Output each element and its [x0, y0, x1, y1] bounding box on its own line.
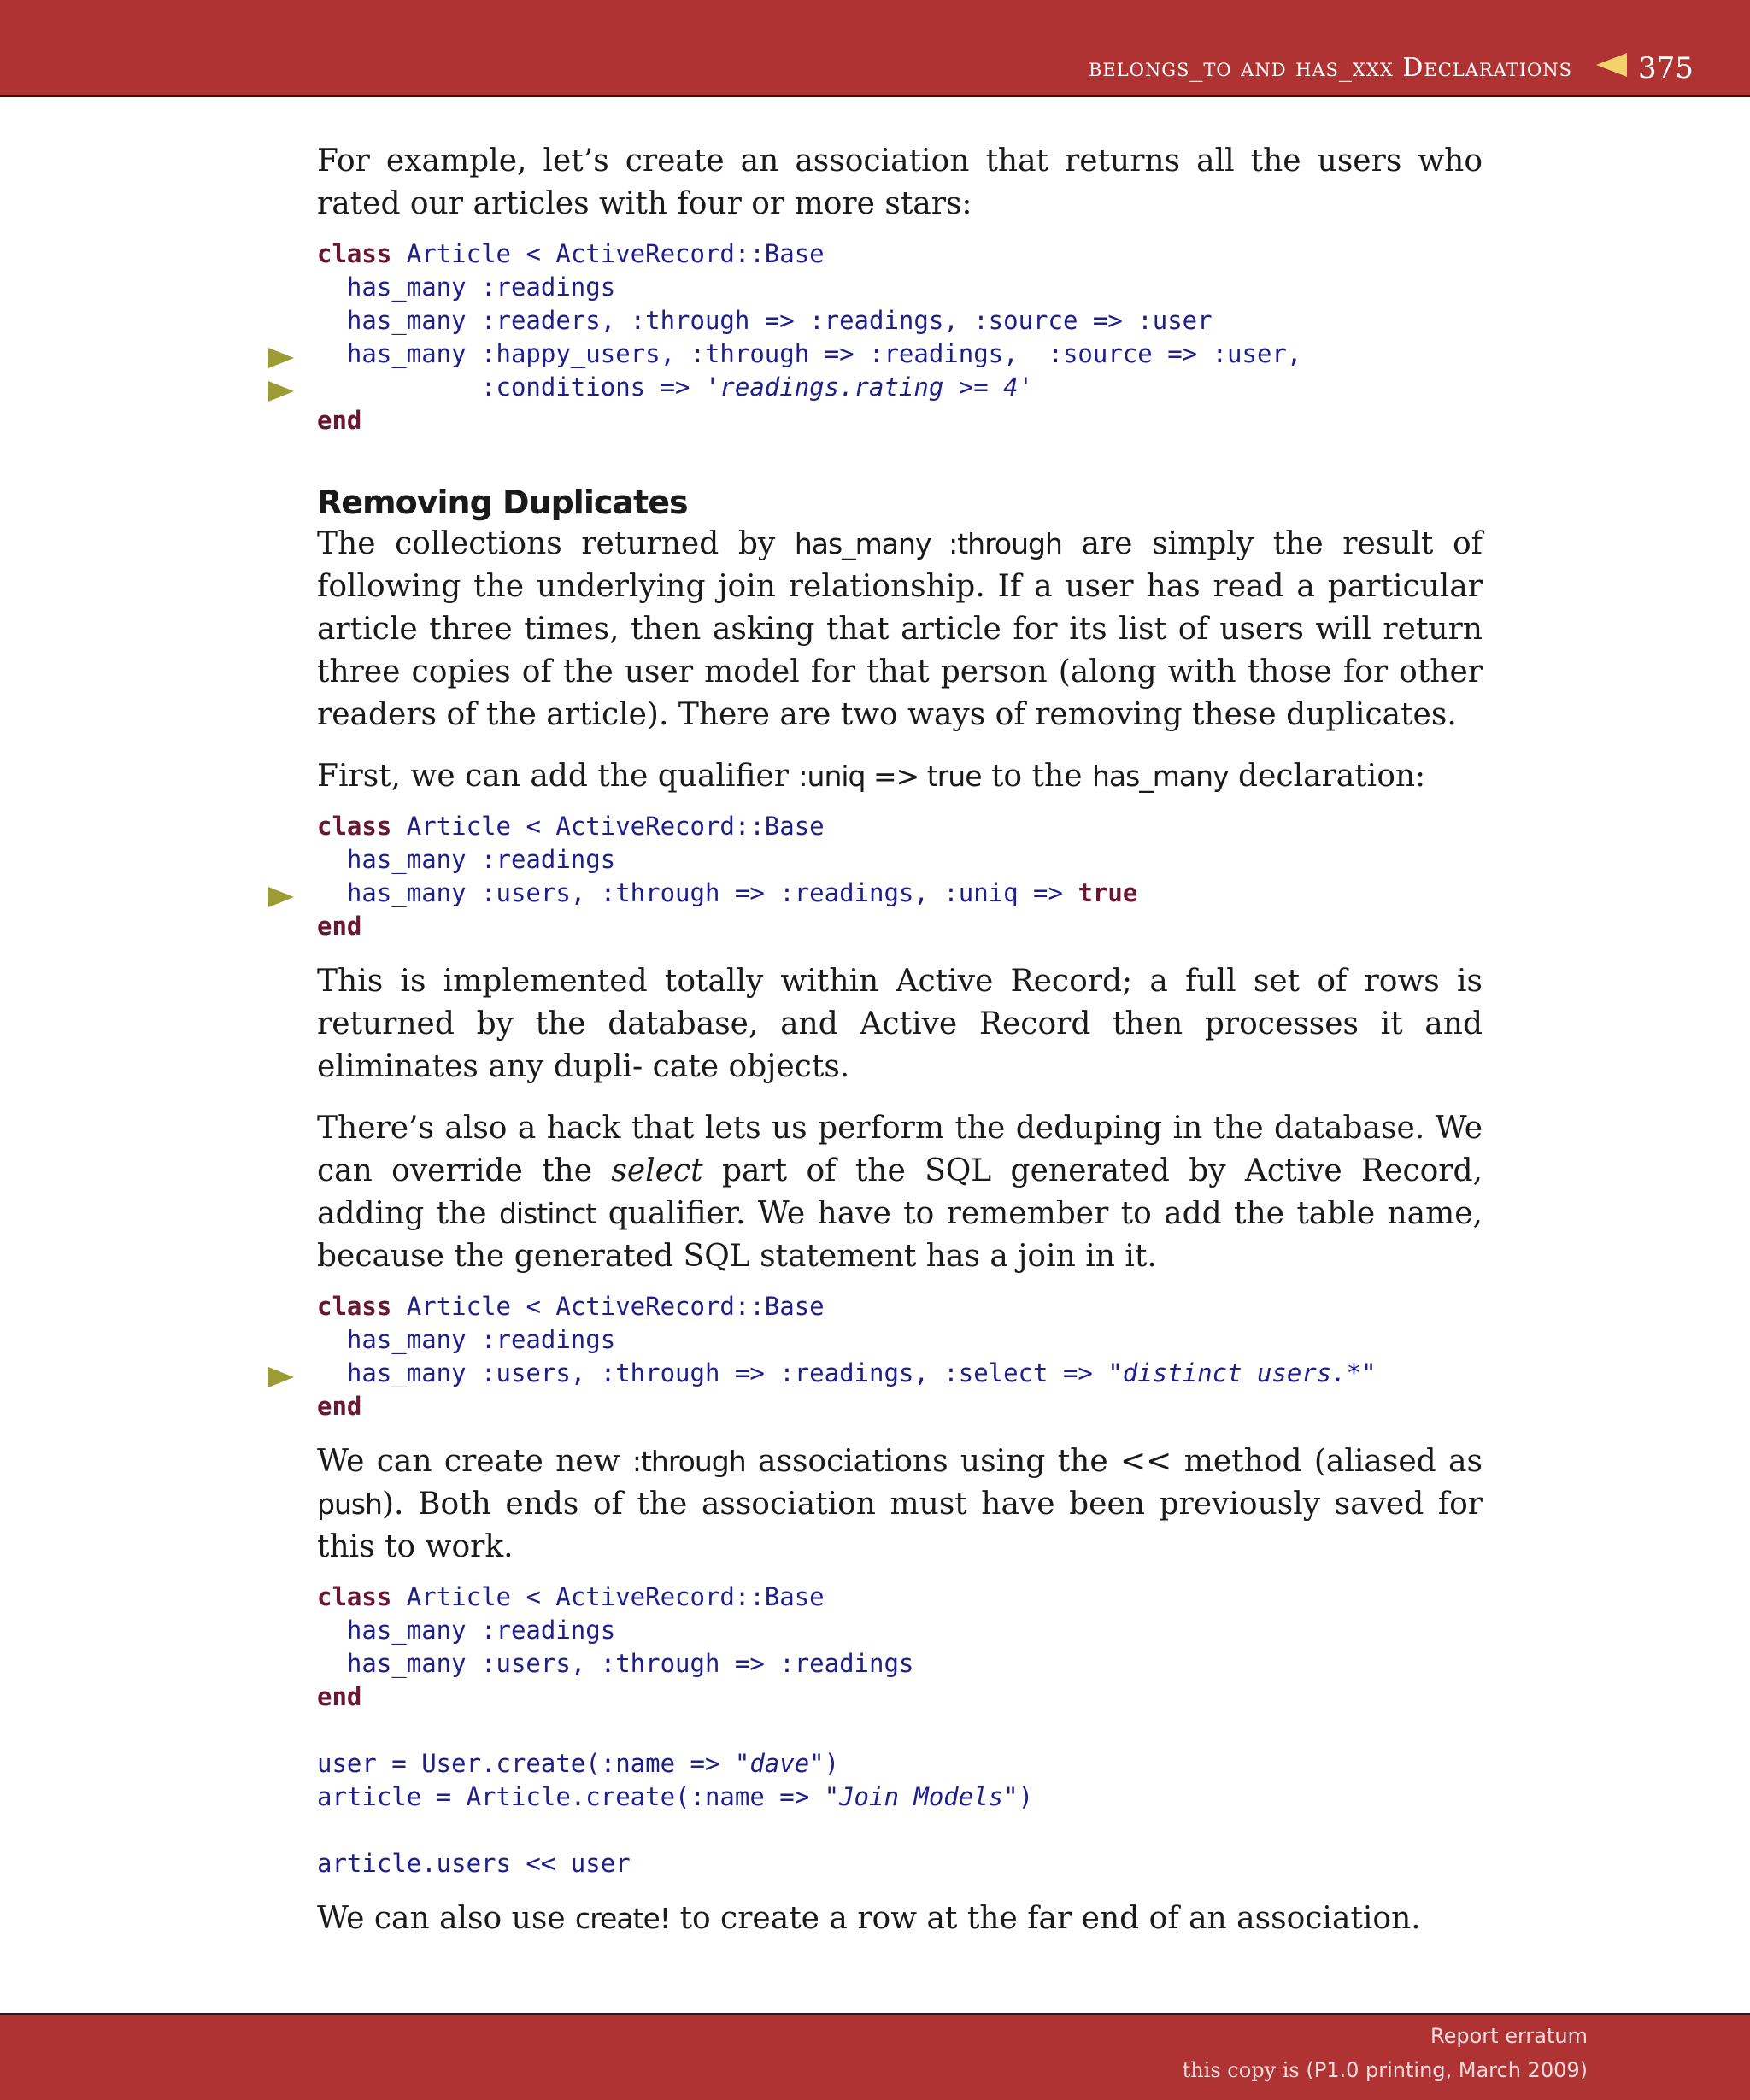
text: qualifier. We have to remember to add the table name, because the generated SQL statement has a join in it. — [317, 1196, 1483, 1274]
inline-code: :through — [631, 1445, 746, 1478]
code-line: Article < ActiveRecord::Base — [391, 239, 825, 268]
code-line: user = User.create(:name => — [317, 1749, 735, 1778]
paragraph-create-bang — [317, 1898, 1483, 1940]
code-keyword: class — [317, 812, 392, 841]
printing-info: (P1.0 printing, March 2009) — [1306, 2058, 1588, 2082]
section-title: belongs_to and has_xxx Declarations — [1088, 53, 1572, 83]
code-string: "dave" — [734, 1749, 825, 1778]
text: to create a row at the far end of an association. — [670, 1901, 1421, 1936]
page-header — [0, 0, 1750, 97]
inline-code: push — [317, 1487, 382, 1521]
copy-label: this copy is — [1182, 2058, 1307, 2082]
inline-code: has_many — [1091, 760, 1229, 793]
code-string: "Join Models" — [824, 1782, 1019, 1811]
emphasis: select — [611, 1153, 703, 1188]
code-line: has_many :readers, :through => :readings, :source => :user — [317, 306, 1213, 335]
page-footer — [0, 2013, 1750, 2100]
code-keyword: end — [317, 1392, 362, 1421]
inline-code: has_many :through — [794, 527, 1062, 560]
code-string: 'readings.rating >= 4' — [704, 372, 1034, 402]
code-line: ) — [1018, 1782, 1034, 1811]
code-line: article = Article.create(:name => — [317, 1782, 825, 1811]
changed-line-marker-icon — [268, 381, 294, 402]
paragraph-push — [317, 1440, 1483, 1569]
code-line: Article < ActiveRecord::Base — [391, 812, 825, 841]
code-block-create — [317, 1581, 1483, 1880]
report-erratum-link[interactable]: Report erratum — [1430, 2024, 1588, 2048]
code-line: has_many :users, :through => :readings, :uniq => — [317, 878, 1078, 907]
code-block-uniq — [317, 810, 1483, 943]
code-line: has_many :users, :through => :readings — [317, 1649, 914, 1678]
code-keyword: class — [317, 1292, 392, 1321]
code-line: Article < ActiveRecord::Base — [391, 1292, 825, 1321]
changed-line-marker-icon — [268, 348, 294, 368]
code-line: has_many :happy_users, :through => :readings, :source => :user, — [317, 339, 1302, 368]
code-keyword: class — [317, 239, 392, 268]
code-line: article.users << user — [317, 1849, 631, 1878]
page-content — [317, 140, 1483, 1940]
text: to the — [981, 759, 1092, 794]
code-line: :conditions => — [317, 372, 705, 402]
previous-page-arrow-icon[interactable] — [1596, 53, 1627, 77]
inline-code: distinct — [498, 1197, 596, 1230]
code-line: ) — [824, 1749, 840, 1778]
text: declaration: — [1228, 759, 1426, 794]
paragraph-intro: For example, let’s create an association that returns all the users who rated our articles with four or more stars: — [317, 144, 1483, 221]
text: ). Both ends of the association must have been previously saved for this to work. — [317, 1487, 1483, 1564]
text: First, we can add the qualifier — [317, 759, 799, 794]
text: We can also use — [317, 1901, 576, 1936]
code-line: has_many :readings — [317, 273, 616, 302]
text: The collections returned by — [317, 526, 795, 561]
text: There’s also a hack that lets us perform the deduping in the database. We can override the — [317, 1111, 1483, 1188]
inline-code: :uniq => true — [798, 760, 982, 793]
text: We can create new — [317, 1444, 632, 1479]
paragraph-active-record: This is implemented totally within Active Record; a full set of rows is returned by the database, and Active Record then processes it and eliminates any dupli- cate objects. — [317, 964, 1483, 1084]
paragraph-hack — [317, 1107, 1483, 1278]
code-string: "distinct users.*" — [1107, 1358, 1377, 1387]
text: are simply the result of following the underlying join relationship. If a user has read a particular article three times, then asking that article for its list of users will return three copies of the user model for that person (along with those for other readers of the article). There are two ways of removing these duplicates. — [317, 526, 1483, 732]
code-block-happy-users — [317, 238, 1483, 437]
copy-info — [1183, 2058, 1588, 2082]
paragraph-collections — [317, 523, 1483, 736]
code-line: has_many :readings — [317, 1616, 616, 1645]
code-line: has_many :users, :through => :readings, :select => — [317, 1358, 1108, 1387]
paragraph-uniq — [317, 755, 1483, 798]
code-keyword: end — [317, 1682, 362, 1711]
page-number: 375 — [1638, 51, 1694, 85]
code-keyword: end — [317, 406, 362, 435]
code-line: has_many :readings — [317, 1325, 616, 1354]
text: part of the SQL generated by Active Record, adding the — [317, 1153, 1483, 1231]
changed-line-marker-icon — [268, 887, 294, 907]
code-keyword: true — [1078, 878, 1138, 907]
text: associations using the << method (aliased as — [745, 1444, 1483, 1479]
code-keyword: class — [317, 1582, 392, 1611]
inline-code: create! — [575, 1902, 671, 1935]
code-block-select — [317, 1290, 1483, 1423]
code-line: has_many :readings — [317, 845, 616, 874]
code-keyword: end — [317, 912, 362, 941]
changed-line-marker-icon — [268, 1367, 294, 1387]
section-heading: Removing Duplicates — [317, 484, 688, 521]
code-line: Article < ActiveRecord::Base — [391, 1582, 825, 1611]
